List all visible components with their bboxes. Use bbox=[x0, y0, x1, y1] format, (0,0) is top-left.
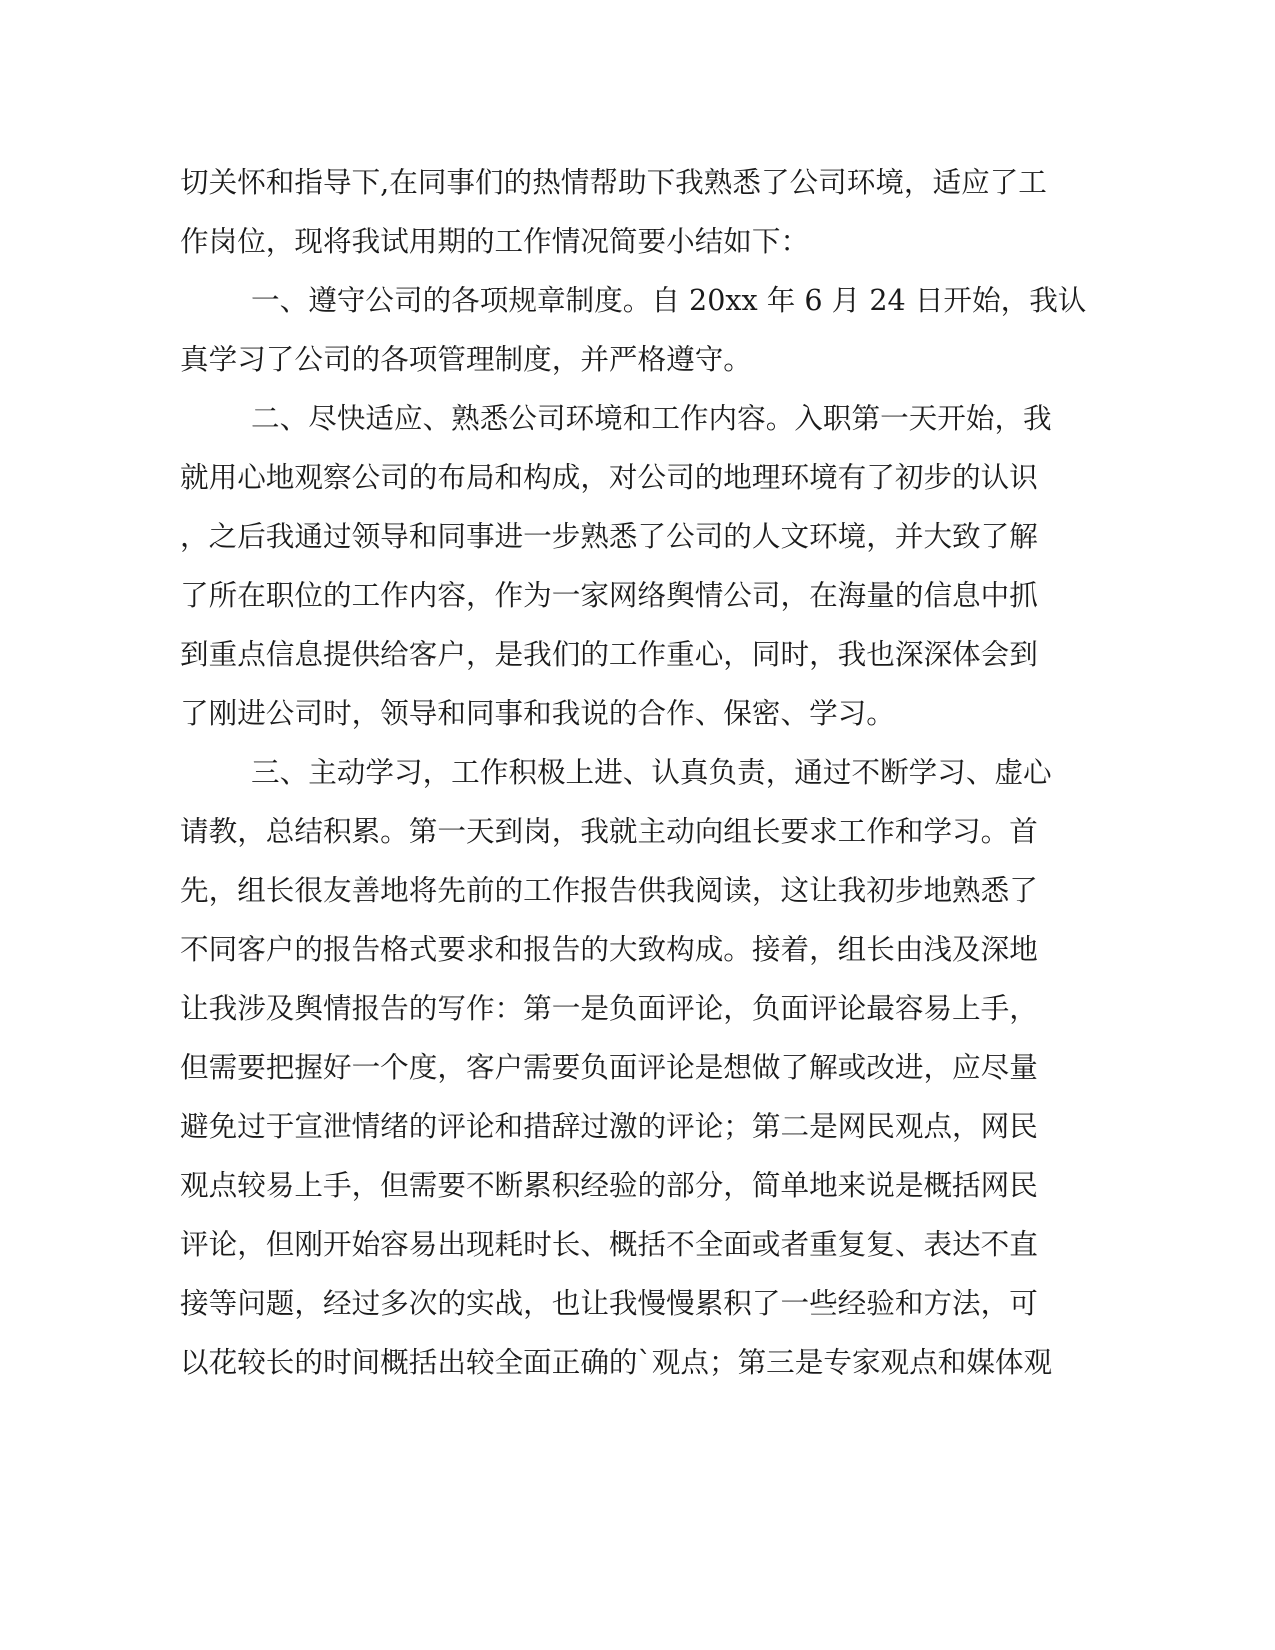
text-line: 避免过于宣泄情绪的评论和措辞过激的评论；第二是网民观点，网民 bbox=[180, 1109, 1038, 1143]
text-line: 就用心地观察公司的布局和构成，对公司的地理环境有了初步的认识 bbox=[180, 460, 1038, 494]
paragraph-start-line: 三、主动学习，工作积极上进、认真负责，通过不断学习、虚心 bbox=[251, 755, 1052, 789]
text-line: 切关怀和指导下,在同事们的热情帮助下我熟悉了公司环境，适应了工 bbox=[180, 165, 1047, 199]
text-line: 到重点信息提供给客户，是我们的工作重心，同时，我也深深体会到 bbox=[180, 637, 1038, 671]
text-line: 接等问题，经过多次的实战，也让我慢慢累积了一些经验和方法，可 bbox=[180, 1286, 1038, 1320]
text-line: 评论，但刚开始容易出现耗时长、概括不全面或者重复复、表达不直 bbox=[180, 1227, 1038, 1261]
text-line: 先，组长很友善地将先前的工作报告供我阅读，这让我初步地熟悉了 bbox=[180, 873, 1038, 907]
text-line: 请教，总结积累。第一天到岗，我就主动向组长要求工作和学习。首 bbox=[180, 814, 1038, 848]
text-line: 不同客户的报告格式要求和报告的大致构成。接着，组长由浅及深地 bbox=[180, 932, 1038, 966]
text-line: ，之后我通过领导和同事进一步熟悉了公司的人文环境，并大致了解 bbox=[180, 519, 1038, 553]
text-line: 了刚进公司时，领导和同事和我说的合作、保密、学习。 bbox=[180, 696, 895, 730]
text-line: 以花较长的时间概括出较全面正确的`观点；第三是专家观点和媒体观 bbox=[180, 1345, 1053, 1379]
paragraph-start-line: 一、遵守公司的各项规章制度。自 20xx 年 6 月 24 日开始，我认 bbox=[251, 283, 1087, 317]
text-line: 但需要把握好一个度，客户需要负面评论是想做了解或改进，应尽量 bbox=[180, 1050, 1038, 1084]
text-line: 让我涉及舆情报告的写作：第一是负面评论，负面评论最容易上手， bbox=[180, 991, 1038, 1025]
text-line: 了所在职位的工作内容，作为一家网络舆情公司，在海量的信息中抓 bbox=[180, 578, 1038, 612]
text-line: 真学习了公司的各项管理制度，并严格遵守。 bbox=[180, 342, 752, 376]
paragraph-start-line: 二、尽快适应、熟悉公司环境和工作内容。入职第一天开始，我 bbox=[251, 401, 1052, 435]
text-line: 作岗位，现将我试用期的工作情况简要小结如下： bbox=[180, 224, 810, 258]
text-line: 观点较易上手，但需要不断累积经验的部分，简单地来说是概括网民 bbox=[180, 1168, 1038, 1202]
